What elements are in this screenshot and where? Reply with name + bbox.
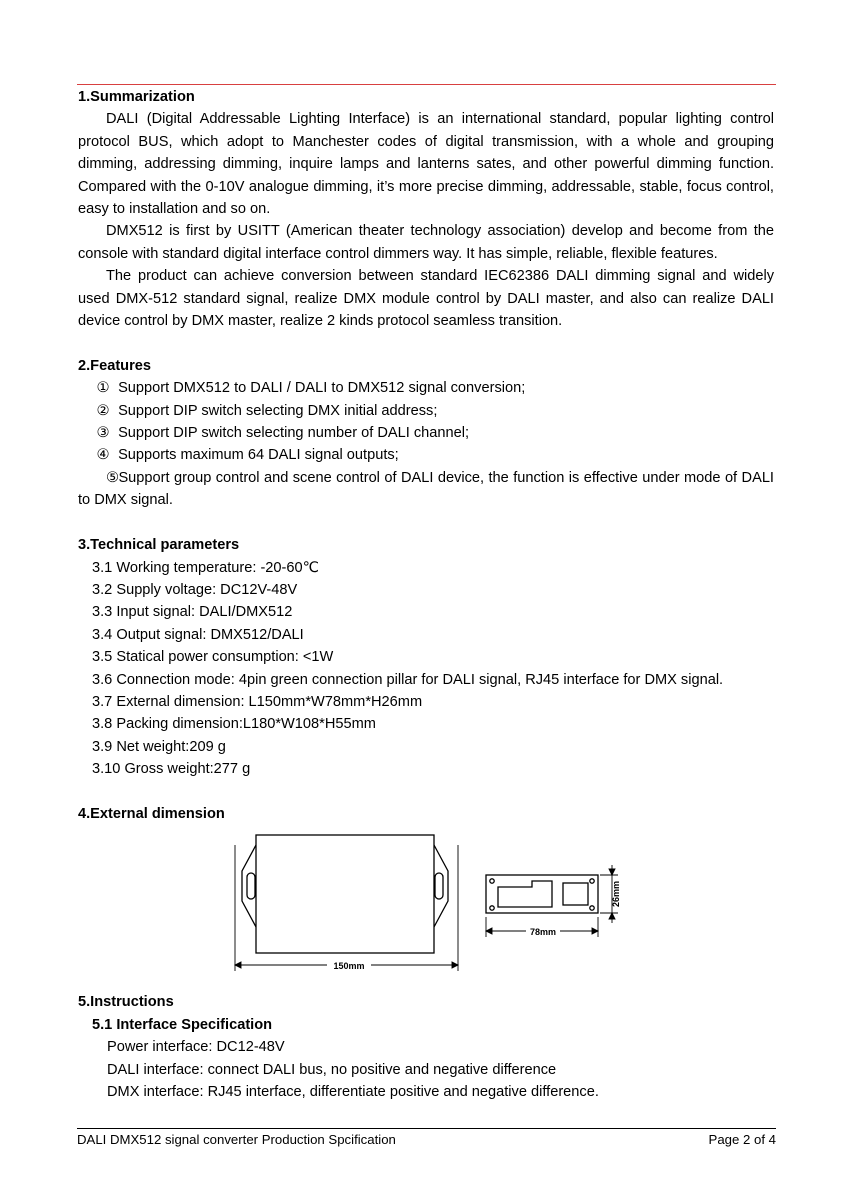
left-slot: [247, 873, 255, 899]
summary-paragraph-2: DMX512 is first by USITT (American theater technology association) develop and become from the console with standard digital interface control dimmers way. It has simple, reliable, flexible features.: [78, 223, 774, 262]
feature-number: ③: [96, 425, 110, 442]
param-item: 3.6 Connection mode: 4pin green connection pillar for DALI signal, RJ45 interface for DMX signal.: [92, 671, 724, 688]
instruction-line: DMX interface: RJ45 interface, differentiate positive and negative difference.: [107, 1083, 599, 1100]
subheading-interface-spec: 5.1 Interface Specification: [92, 1016, 273, 1033]
heading-summarization: 1.Summarization: [78, 89, 195, 105]
heading-technical-parameters: 3.Technical parameters: [78, 537, 240, 554]
summary-paragraph-3: The product can achieve conversion between standard IEC62386 DALI dimming signal and widely used DMX-512 standard signal, realize DMX module control by DALI master, and also can realize DALI device control by DMX master, realize 2 kinds protocol seamless transition.: [78, 268, 774, 330]
feature-text: Supports maximum 64 DALI signal outputs;: [118, 447, 399, 464]
dimension-drawing: [230, 831, 700, 981]
front-view: [242, 835, 448, 953]
feature-item: [78, 467, 774, 512]
feature-item: [78, 400, 774, 422]
footer-rule: [77, 1128, 776, 1129]
length-label: 150mm: [333, 961, 365, 972]
footer-title: DALI DMX512 signal converter Production Spcification: [77, 1132, 396, 1147]
feature-number: ②: [96, 402, 110, 419]
instruction-line: DALI interface: connect DALI bus, no positive and negative difference: [107, 1061, 557, 1078]
heading-instructions: 5.Instructions: [78, 994, 174, 1011]
param-item: 3.7 External dimension: L150mm*W78mm*H26mm: [92, 693, 423, 710]
feature-number: ⑤: [106, 469, 120, 486]
heading-features: 2.Features: [78, 357, 152, 374]
param-item: 3.1 Working temperature: -20-60℃: [92, 559, 320, 576]
feature-number: ①: [96, 380, 110, 397]
housing-body: [256, 835, 434, 953]
height-label: 26mm: [611, 881, 621, 908]
feature-item: [78, 422, 774, 444]
param-item: 3.4 Output signal: DMX512/DALI: [92, 626, 304, 643]
feature-number: ④: [96, 447, 110, 464]
param-item: 3.3 Input signal: DALI/DMX512: [92, 604, 293, 621]
param-item: 3.8 Packing dimension:L180*W108*H55mm: [92, 716, 376, 733]
param-item: 3.9 Net weight:209 g: [92, 738, 226, 755]
page-number: Page 2 of 4: [708, 1132, 776, 1147]
right-slot: [435, 873, 443, 899]
feature-text: Support group control and scene control of DALI device, the function is effective under mode of DALI to DMX signal.: [78, 469, 774, 509]
feature-item: [78, 444, 774, 466]
param-item: 3.10 Gross weight:277 g: [92, 761, 251, 778]
width-label: 78mm: [529, 927, 557, 938]
dimension-figure: [78, 831, 774, 987]
param-item: 3.5 Statical power consumption: <1W: [92, 649, 334, 666]
instruction-line: Power interface: DC12-48V: [107, 1039, 285, 1056]
left-ear: [242, 845, 256, 927]
feature-item: [78, 377, 774, 399]
length-dimension: [235, 845, 458, 971]
side-view: [486, 875, 598, 913]
connector-port: [498, 881, 552, 907]
document-body: [78, 86, 774, 1103]
heading-external-dimension: 4.External dimension: [78, 805, 225, 822]
feature-text: Support DIP switch selecting number of DALI channel;: [118, 425, 470, 442]
summary-paragraph-1: DALI (Digital Addressable Lighting Interface) is an international standard, popular lighting control protocol BUS, which adopt to Manchester codes of digital transmission, with a whole and grouping dimming, addressing dimming, inquire lamps and lanterns sates, and other powerful dimming function. Compared with the 0-10V analogue dimming, it’s more precise dimming, addressable, stable, focus control, easy to installation and so on.: [78, 111, 774, 218]
feature-text: Support DMX512 to DALI / DALI to DMX512 signal conversion;: [118, 380, 526, 397]
feature-text: Support DIP switch selecting DMX initial address;: [118, 402, 438, 419]
param-item: 3.2 Supply voltage: DC12V-48V: [92, 581, 298, 598]
right-ear: [434, 845, 448, 927]
rj45-port: [563, 883, 588, 905]
header-rule: [77, 84, 776, 85]
